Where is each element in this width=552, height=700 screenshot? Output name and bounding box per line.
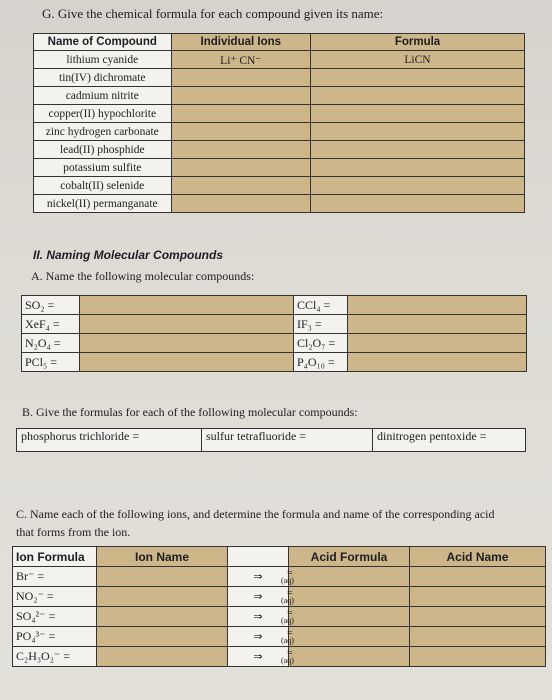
table-row (34, 159, 525, 177)
acid-formula-cell[interactable] (281, 627, 410, 647)
table-row (13, 627, 546, 647)
answer-cell[interactable] (348, 296, 527, 315)
answer-cell[interactable] (80, 353, 294, 372)
ions-cell[interactable] (171, 69, 310, 87)
equals-sign: = (287, 608, 293, 619)
acid-name-cell[interactable] (410, 587, 546, 607)
compound-name: tin(IV) dichromate (34, 69, 172, 87)
acid-formula-cell[interactable] (281, 587, 410, 607)
table-row (22, 315, 527, 334)
table-row (34, 141, 525, 159)
table-row (34, 195, 525, 213)
arrow-icon: ⇒ (228, 647, 289, 667)
compound-formula: SO₂ = (22, 296, 80, 315)
aq-label: (aq) (281, 596, 294, 605)
ions-cell[interactable] (171, 105, 310, 123)
table-row (22, 296, 527, 315)
ions-cell[interactable] (171, 177, 310, 195)
formula-cell[interactable] (311, 87, 525, 105)
answer-cell[interactable] (80, 315, 294, 334)
arrow-icon: ⇒ (228, 607, 289, 627)
compound-formula: CCl₄ = (294, 296, 348, 315)
aq-label: (aq) (281, 656, 294, 665)
molecular-formulas-table (16, 428, 526, 452)
acid-formula-cell[interactable] (281, 567, 410, 587)
table-row (34, 69, 525, 87)
part-ii-heading: II. Naming Molecular Compounds (33, 248, 224, 262)
ions-cell[interactable] (171, 123, 310, 141)
compound-formula: PCl₅ = (22, 353, 80, 372)
ions-cell[interactable]: Li⁺ CN⁻ (171, 51, 310, 69)
acid-name-cell[interactable] (410, 567, 546, 587)
answer-cell[interactable] (348, 353, 527, 372)
answer-cell[interactable] (80, 296, 294, 315)
ion-formula: PO₄³⁻ = (13, 627, 97, 647)
part-g-heading: G. Give the chemical formula for each compound given its name: (42, 6, 384, 21)
ions-cell[interactable] (171, 141, 310, 159)
part-c-heading-line1: C. Name each of the following ions, and determine the formula and name of the corresponding acid (16, 507, 495, 521)
ions-cell[interactable] (171, 159, 310, 177)
acid-name-cell[interactable] (410, 647, 546, 667)
table-row (34, 87, 525, 105)
formula-cell[interactable] (311, 123, 525, 141)
table-row (22, 353, 527, 372)
ions-cell[interactable] (171, 87, 310, 105)
formula-cell[interactable] (311, 69, 525, 87)
aq-label: (aq) (281, 576, 294, 585)
header-acid-formula: Acid Formula (289, 547, 410, 567)
arrow-icon: ⇒ (228, 627, 289, 647)
header-ion-name: Ion Name (97, 547, 228, 567)
ion-name-cell[interactable] (97, 607, 228, 627)
formula-cell[interactable] (311, 177, 525, 195)
part-b-heading: B. Give the formulas for each of the following molecular compounds: (22, 405, 358, 419)
compound-formula: N₂O₄ = (22, 334, 80, 353)
compound-table (33, 33, 525, 213)
part-c-heading-line2: that forms from the ion. (16, 525, 131, 539)
aq-label: (aq) (281, 616, 294, 625)
equals-sign: = (287, 648, 293, 659)
compound-name: nickel(II) permanganate (34, 195, 172, 213)
table-row (13, 607, 546, 627)
compound-name: lead(II) phosphide (34, 141, 172, 159)
acid-name-cell[interactable] (410, 607, 546, 627)
ion-formula: Br⁻ = (13, 567, 97, 587)
arrow-icon: ⇒ (228, 587, 289, 607)
molecular-names-table (21, 295, 527, 372)
header-formula: Formula (311, 34, 525, 51)
compound-formula: P₄O₁₀ = (294, 353, 348, 372)
ion-acid-table (12, 546, 546, 667)
header-acid-name: Acid Name (410, 547, 546, 567)
arrow-icon: ⇒ (228, 567, 289, 587)
compound-name: cobalt(II) selenide (34, 177, 172, 195)
formula-cell[interactable]: LiCN (311, 51, 525, 69)
aq-label: (aq) (281, 636, 294, 645)
formula-cell[interactable] (311, 159, 525, 177)
compound-name: lithium cyanide (34, 51, 172, 69)
ions-cell[interactable] (171, 195, 310, 213)
table-row (13, 647, 546, 667)
answer-cell[interactable] (80, 334, 294, 353)
compound-formula: IF₃ = (294, 315, 348, 334)
header-individual-ions: Individual Ions (171, 34, 310, 51)
ion-formula: SO₄²⁻ = (13, 607, 97, 627)
header-ion-formula: Ion Formula (13, 547, 97, 567)
table-row (13, 587, 546, 607)
equals-sign: = (287, 588, 293, 599)
ion-formula: NO₂⁻ = (13, 587, 97, 607)
equals-sign: = (287, 568, 293, 579)
table-row (34, 105, 525, 123)
table-row (22, 334, 527, 353)
compound-prompt[interactable]: sulfur tetrafluoride = (202, 429, 373, 452)
compound-name: copper(II) hypochlorite (34, 105, 172, 123)
acid-formula-cell[interactable] (281, 647, 410, 667)
ion-name-cell[interactable] (97, 587, 228, 607)
formula-cell[interactable] (311, 141, 525, 159)
formula-cell[interactable] (311, 105, 525, 123)
answer-cell[interactable] (348, 334, 527, 353)
acid-formula-cell[interactable] (281, 607, 410, 627)
ion-name-cell[interactable] (97, 627, 228, 647)
header-arrow-spacer (228, 547, 289, 567)
table-row (34, 123, 525, 141)
part-a-heading: A. Name the following molecular compounds: (31, 269, 255, 283)
compound-name: cadmium nitrite (34, 87, 172, 105)
acid-name-cell[interactable] (410, 627, 546, 647)
header-name-of-compound: Name of Compound (34, 34, 172, 51)
compound-formula: Cl₂O₇ = (294, 334, 348, 353)
ion-formula: C₂H₃O₂⁻ = (13, 647, 97, 667)
table-row (13, 567, 546, 587)
table-row (34, 51, 525, 69)
compound-name: potassium sulfite (34, 159, 172, 177)
answer-cell[interactable] (348, 315, 527, 334)
compound-formula: XeF₄ = (22, 315, 80, 334)
compound-name: zinc hydrogen carbonate (34, 123, 172, 141)
table-row (34, 177, 525, 195)
ion-name-cell[interactable] (97, 647, 228, 667)
compound-prompt[interactable]: dinitrogen pentoxide = (373, 429, 526, 452)
ion-name-cell[interactable] (97, 567, 228, 587)
equals-sign: = (287, 628, 293, 639)
table-row (17, 429, 526, 452)
compound-prompt[interactable]: phosphorus trichloride = (17, 429, 202, 452)
formula-cell[interactable] (311, 195, 525, 213)
